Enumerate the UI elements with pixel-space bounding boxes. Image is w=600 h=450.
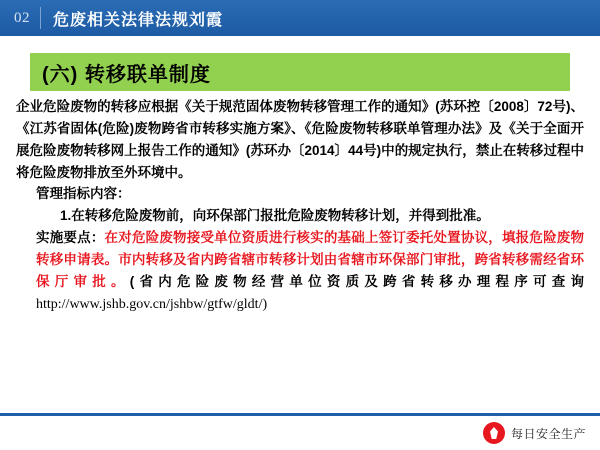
paragraph-key-points	[16, 227, 584, 316]
header-title: 危废相关法律法规刘霞	[53, 11, 224, 29]
footer-badge	[483, 422, 586, 444]
key-points-label: 实施要点：	[36, 230, 105, 246]
key-points-tail: (省内危险废物经营单位资质及跨省转移办理程序可查询	[129, 273, 585, 289]
section-title: (六) 转移联单制度	[42, 63, 211, 86]
slide-number: 02	[14, 9, 30, 26]
reference-url[interactable]: http://www.jshb.gov.cn/jshbw/gtfw/gldt/)	[36, 296, 268, 312]
shield-icon	[483, 422, 505, 444]
body-content	[16, 96, 584, 316]
paragraph-indicator-item-1: 1.在转移危险废物前，向环保部门报批危险废物转移计划，并得到批准。	[60, 208, 490, 224]
section-title-block	[30, 53, 570, 91]
footer-brand: 每日安全生产	[510, 426, 586, 441]
slide-header	[0, 0, 600, 36]
footer-divider	[0, 413, 600, 416]
header-divider	[40, 7, 41, 29]
paragraph-indicator-heading: 管理指标内容：	[36, 186, 131, 202]
key-points-highlight: 在对危险废物接受单位资质进行核实的基础上签订委托处置协议，填报危险废物转移申请表。市内转移及省内跨省辖市转移计划由省辖市环保部门审批，跨省转移需经省环保厅审批。	[36, 230, 585, 289]
paragraph-regulations: 企业危险废物的转移应根据《关于规范固体废物转移管理工作的通知》(苏环控〔2008〕72号)、《江苏省固体(危险)废物跨省市转移实施方案》、《危险废物转移联单管理办法》及《关于全面开展危险废物转移网上报告工作的通知》(苏环办〔2014〕44号)中的规定执行，禁止在转移过程中将危险废物排放至外环境中。	[16, 99, 584, 180]
